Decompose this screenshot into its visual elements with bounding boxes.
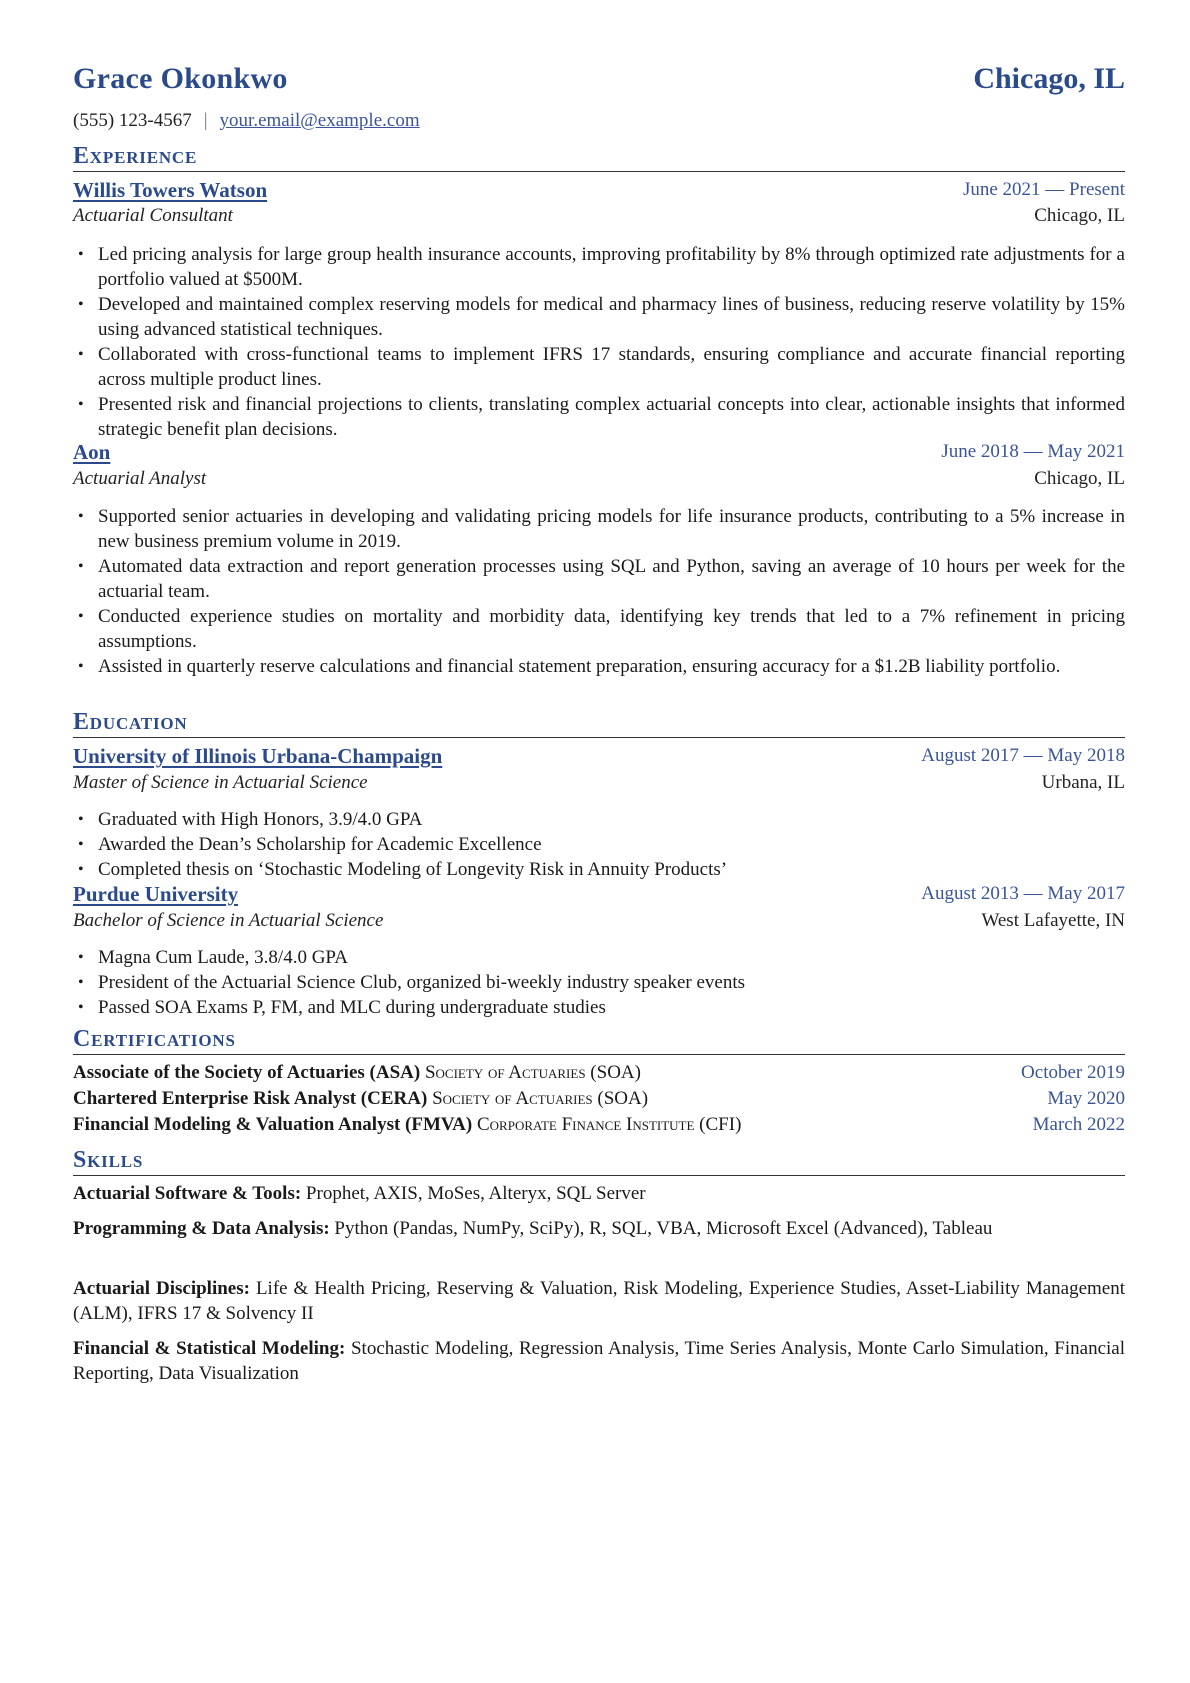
skill-value: Life & Health Pricing, Reserving & Valuation, Risk Modeling, Experience Studies, Asset-Liability Management (ALM), IFRS 17 & Solvency II [73, 1278, 1125, 1324]
resume-header [73, 0, 1125, 150]
list-item: • Assisted in quarterly reserve calculations and financial statement preparation, ensuring accuracy for a $1.2B liability portfolio. [73, 654, 1125, 679]
school-location: West Lafayette, IN [981, 910, 1125, 931]
candidate-name: Grace Okonkwo [73, 62, 288, 95]
certification-name: Chartered Enterprise Risk Analyst (CERA) [73, 1088, 428, 1109]
header-location: Chicago, IL [973, 62, 1125, 95]
skill-value: Prophet, AXIS, MoSes, Alteryx, SQL Server [305, 1183, 646, 1204]
school-bullets [73, 945, 1125, 1020]
list-item: • President of the Actuarial Science Club, organized bi-weekly industry speaker events [73, 970, 1125, 995]
job-bullets [73, 504, 1125, 679]
list-item: • Developed and maintained complex reserving models for medical and pharmacy lines of business, reducing reserve volatility by 15% using advanced statistical techniques. [73, 292, 1125, 342]
degree: Master of Science in Actuarial Science [73, 772, 368, 793]
school-link[interactable]: University of Illinois Urbana-Champaign [73, 744, 443, 768]
certification-issuer: Corporate Finance Institute (CFI) [476, 1114, 742, 1135]
degree: Bachelor of Science in Actuarial Science [73, 910, 384, 931]
list-item: • Awarded the Dean’s Scholarship for Academic Excellence [73, 832, 1125, 857]
school-header [73, 744, 1125, 769]
contact-separator: | [203, 110, 208, 131]
certification-date: October 2019 [1021, 1062, 1125, 1083]
job-location: Chicago, IL [1034, 468, 1125, 489]
job-bullets [73, 242, 1125, 442]
certification-row [73, 1060, 1125, 1086]
job-subheader [73, 205, 1125, 227]
school-subheader [73, 772, 1125, 794]
job-header [73, 178, 1125, 203]
skill-label: Actuarial Software & Tools: [73, 1183, 302, 1204]
school-subheader [73, 910, 1125, 932]
list-item: • Automated data extraction and report generation processes using SQL and Python, saving an average of 10 hours per week for the actuarial team. [73, 554, 1125, 604]
list-item: • Presented risk and financial projections to clients, translating complex actuarial concepts into clear, actionable insights that informed strategic benefit plan decisions. [73, 392, 1125, 442]
certification-issuer: Society of Actuaries (SOA) [432, 1088, 649, 1109]
certification-issuer: Society of Actuaries (SOA) [424, 1062, 641, 1083]
contact-line [73, 110, 420, 132]
skill-group [73, 1181, 1125, 1206]
section-title-certifications: Certifications [73, 1025, 1125, 1055]
list-item: • Completed thesis on ‘Stochastic Modeling of Longevity Risk in Annuity Products’ [73, 857, 1125, 882]
school-dates: August 2017 — May 2018 [921, 745, 1125, 766]
job-dates: June 2021 — Present [962, 179, 1125, 200]
list-item: • Graduated with High Honors, 3.9/4.0 GPA [73, 807, 1125, 832]
list-item: • Led pricing analysis for large group health insurance accounts, improving profitability by 8% through optimized rate adjustments for a portfolio valued at $500M. [73, 242, 1125, 292]
job-subheader [73, 468, 1125, 490]
list-item: • Magna Cum Laude, 3.8/4.0 GPA [73, 945, 1125, 970]
skill-group [73, 1276, 1125, 1326]
certification-row [73, 1086, 1125, 1112]
job-title: Actuarial Consultant [73, 205, 233, 226]
job-title: Actuarial Analyst [73, 468, 207, 489]
school-link[interactable]: Purdue University [73, 882, 239, 906]
resume-page [73, 0, 1126, 1384]
list-item: • Conducted experience studies on mortality and morbidity data, identifying key trends that led to a 7% refinement in pricing assumptions. [73, 604, 1125, 654]
school-dates: August 2013 — May 2017 [921, 883, 1125, 904]
school-location: Urbana, IL [1041, 772, 1125, 793]
section-title-skills: Skills [73, 1146, 1125, 1176]
skill-label: Financial & Statistical Modeling: [73, 1338, 346, 1359]
job-header [73, 440, 1125, 465]
list-item: • Supported senior actuaries in developing and validating pricing models for life insurance products, contributing to a 5% increase in new business premium volume in 2019. [73, 504, 1125, 554]
section-title-education: Education [73, 708, 1125, 738]
job-location: Chicago, IL [1034, 205, 1125, 226]
section-title-experience: Experience [73, 142, 1125, 172]
certification-name: Financial Modeling & Valuation Analyst (FMVA) [73, 1114, 473, 1135]
school-header [73, 882, 1125, 907]
skill-group [73, 1336, 1125, 1386]
list-item: • Passed SOA Exams P, FM, and MLC during undergraduate studies [73, 995, 1125, 1020]
school-bullets [73, 807, 1125, 882]
list-item: • Collaborated with cross-functional teams to implement IFRS 17 standards, ensuring compliance and accurate financial reporting across multiple product lines. [73, 342, 1125, 392]
skill-value: Stochastic Modeling, Regression Analysis, Time Series Analysis, Monte Carlo Simulation, Financial Reporting, Data Visualization [73, 1338, 1126, 1384]
email-link[interactable]: your.email@example.com [219, 110, 420, 131]
certification-date: May 2020 [1047, 1088, 1125, 1109]
skill-label: Actuarial Disciplines: [73, 1278, 250, 1299]
skill-value: Python (Pandas, NumPy, SciPy), R, SQL, VBA, Microsoft Excel (Advanced), Tableau [334, 1218, 993, 1239]
job-dates: June 2018 — May 2021 [941, 441, 1125, 462]
skill-label: Programming & Data Analysis: [73, 1218, 330, 1239]
company-link[interactable]: Willis Towers Watson [73, 178, 268, 202]
phone-number: (555) 123-4567 [73, 110, 192, 131]
skill-group [73, 1216, 1125, 1241]
certification-name: Associate of the Society of Actuaries (ASA) [73, 1062, 421, 1083]
company-link[interactable]: Aon [73, 440, 111, 464]
certification-row [73, 1112, 1125, 1138]
certification-date: March 2022 [1032, 1114, 1125, 1135]
